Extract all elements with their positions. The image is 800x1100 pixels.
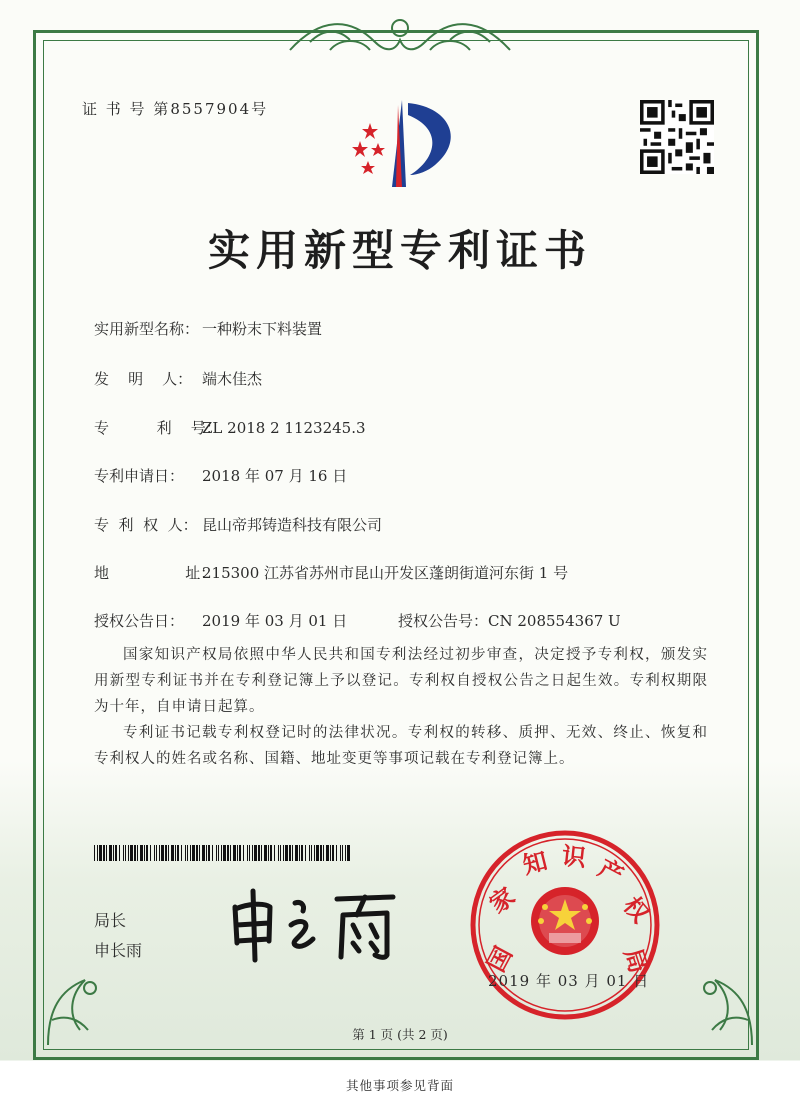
barcode-bar bbox=[301, 845, 303, 861]
barcode-bar bbox=[274, 845, 275, 861]
field-patent-number bbox=[94, 417, 366, 438]
barcode-bar bbox=[305, 845, 306, 861]
barcode-bar bbox=[340, 845, 341, 861]
barcode-bar bbox=[146, 845, 148, 861]
barcode-bar bbox=[206, 845, 207, 861]
barcode-bar bbox=[109, 845, 112, 861]
signatory-name: 申长雨 bbox=[94, 941, 143, 960]
barcode-bar bbox=[156, 845, 157, 861]
field-label: 授权公告号： bbox=[398, 612, 489, 630]
barcode-bar bbox=[175, 845, 176, 861]
barcode-bar bbox=[283, 845, 284, 861]
barcode-bar bbox=[280, 845, 281, 861]
barcode-bar bbox=[258, 845, 260, 861]
barcode-bar bbox=[332, 845, 334, 861]
barcode-bar bbox=[190, 845, 191, 861]
field-value: 215300 江苏省苏州市昆山开发区蓬朗街道河东街 1 号 bbox=[202, 564, 569, 582]
barcode-bar bbox=[218, 845, 219, 861]
barcode-bar bbox=[128, 845, 129, 861]
barcode-bar bbox=[309, 845, 310, 861]
field-value: 端木佳杰 bbox=[202, 370, 263, 388]
certificate-body bbox=[94, 642, 708, 772]
field-label: 地 址： bbox=[94, 564, 216, 582]
barcode-bar bbox=[243, 845, 244, 861]
barcode-bar bbox=[285, 845, 288, 861]
field-label: 发 明 人： bbox=[94, 370, 193, 388]
barcode-icon bbox=[94, 845, 350, 861]
qr-code-icon bbox=[640, 100, 714, 174]
barcode-bar bbox=[237, 845, 238, 861]
certificate-number-value: 8557904 bbox=[170, 100, 252, 118]
barcode-bar bbox=[320, 845, 322, 861]
barcode-bar bbox=[208, 845, 210, 861]
field-value: 昆山帝邦铸造科技有限公司 bbox=[202, 516, 383, 534]
field-label: 实用新型名称： bbox=[94, 320, 200, 338]
barcode-bar bbox=[221, 845, 222, 861]
barcode-bar bbox=[168, 845, 169, 861]
barcode-bar bbox=[278, 845, 279, 861]
barcode-bar bbox=[268, 845, 269, 861]
cnipa-emblem-icon bbox=[340, 95, 470, 195]
field-label: 专 利 号： bbox=[94, 419, 221, 437]
barcode-bar bbox=[230, 845, 231, 861]
field-value: ZL 2018 2 1123245.3 bbox=[202, 419, 366, 437]
field-patentee bbox=[94, 514, 382, 535]
seal-char: 产 bbox=[593, 853, 628, 890]
top-ornament bbox=[280, 12, 520, 58]
seal-char: 家 bbox=[484, 882, 521, 919]
official-seal-icon bbox=[465, 825, 665, 1025]
barcode-bar bbox=[216, 845, 217, 861]
barcode-bar bbox=[295, 845, 298, 861]
certificate-number-prefix: 证 书 号 第 bbox=[82, 100, 171, 118]
barcode-bar bbox=[196, 845, 198, 861]
field-value: 2019 年 03 月 01 日 bbox=[202, 612, 348, 630]
certificate-title: 实用新型专利证书 bbox=[207, 226, 592, 275]
barcode-bar bbox=[187, 845, 188, 861]
barcode-bar bbox=[106, 845, 107, 861]
field-address bbox=[94, 562, 568, 583]
barcode-bar bbox=[140, 845, 143, 861]
barcode-bar bbox=[177, 845, 179, 861]
signatory-role: 局长 bbox=[94, 911, 127, 930]
barcode-bar bbox=[239, 845, 241, 861]
barcode-bar bbox=[311, 845, 312, 861]
barcode-bar bbox=[192, 845, 195, 861]
body-paragraph: 国家知识产权局依照中华人民共和国专利法经过初步审查，决定授予专利权，颁发实用新型专利证书并在专利登记簿上予以登记。专利权自授权公告之日起生效。专利权期限为十年，自申请日起算。 bbox=[94, 647, 708, 715]
barcode-bar bbox=[314, 845, 315, 861]
barcode-bar bbox=[94, 845, 95, 861]
barcode-bar bbox=[165, 845, 167, 861]
barcode-bar bbox=[299, 845, 300, 861]
barcode-bar bbox=[270, 845, 272, 861]
barcode-bar bbox=[223, 845, 226, 861]
barcode-bar bbox=[137, 845, 138, 861]
barcode-bar bbox=[150, 845, 151, 861]
barcode-bar bbox=[233, 845, 236, 861]
barcode-bar bbox=[115, 845, 117, 861]
barcode-bar bbox=[227, 845, 229, 861]
seal-char: 知 bbox=[520, 846, 551, 880]
barcode-bar bbox=[252, 845, 253, 861]
barcode-bar bbox=[261, 845, 262, 861]
barcode-bar bbox=[254, 845, 257, 861]
barcode-bar bbox=[130, 845, 133, 861]
field-grant-date bbox=[94, 610, 347, 631]
certificate-number bbox=[82, 98, 268, 119]
certificate-number-suffix: 号 bbox=[251, 100, 269, 118]
barcode-bar bbox=[185, 845, 186, 861]
seal-char: 权 bbox=[617, 891, 655, 929]
field-announcement-number bbox=[398, 610, 621, 631]
barcode-bar bbox=[125, 845, 126, 861]
barcode-bar bbox=[119, 845, 120, 861]
page-number: 第 1 页 (共 2 页) bbox=[352, 1027, 448, 1042]
barcode-bar bbox=[347, 845, 350, 861]
barcode-bar bbox=[161, 845, 164, 861]
seal-date: 2019 年 03 月 01 日 bbox=[488, 972, 650, 990]
barcode-bar bbox=[247, 845, 248, 861]
barcode-bar bbox=[103, 845, 105, 861]
barcode-bar bbox=[292, 845, 293, 861]
barcode-bar bbox=[342, 845, 343, 861]
barcode-bar bbox=[212, 845, 213, 861]
barcode-bar bbox=[159, 845, 160, 861]
barcode-bar bbox=[345, 845, 346, 861]
barcode-bar bbox=[181, 845, 182, 861]
barcode-bar bbox=[249, 845, 250, 861]
barcode-bar bbox=[330, 845, 331, 861]
field-application-date bbox=[94, 465, 347, 486]
seal-char: 识 bbox=[560, 841, 588, 873]
barcode-bar bbox=[289, 845, 291, 861]
field-label: 专 利 权 人： bbox=[94, 516, 198, 534]
body-paragraph: 专利证书记载专利权登记时的法律状况。专利权的转移、质押、无效、终止、恢复和专利权人的姓名或名称、国籍、地址变更等事项记载在专利登记簿上。 bbox=[94, 725, 708, 767]
barcode-bar bbox=[99, 845, 102, 861]
field-label: 专利申请日： bbox=[94, 467, 185, 485]
field-value: 一种粉末下料装置 bbox=[202, 320, 323, 338]
barcode-bar bbox=[202, 845, 205, 861]
barcode-bar bbox=[113, 845, 114, 861]
field-inventor bbox=[94, 368, 262, 389]
barcode-bar bbox=[171, 845, 174, 861]
footer-note: 其他事项参见背面 bbox=[345, 1078, 454, 1093]
seal-char: 局 bbox=[618, 944, 653, 977]
barcode-bar bbox=[123, 845, 124, 861]
field-utility-model-name bbox=[94, 318, 322, 339]
barcode-bar bbox=[97, 845, 98, 861]
barcode-bar bbox=[199, 845, 200, 861]
handwritten-signature bbox=[225, 885, 405, 965]
barcode-bar bbox=[316, 845, 319, 861]
barcode-bar bbox=[326, 845, 329, 861]
barcode-bar bbox=[154, 845, 155, 861]
field-value: 2018 年 07 月 16 日 bbox=[202, 467, 348, 485]
barcode-bar bbox=[134, 845, 136, 861]
barcode-bar bbox=[336, 845, 337, 861]
field-label: 授权公告日： bbox=[94, 612, 185, 630]
barcode-bar bbox=[264, 845, 267, 861]
barcode-bar bbox=[144, 845, 145, 861]
barcode-bar bbox=[323, 845, 324, 861]
seal-char: 国 bbox=[481, 942, 518, 977]
field-value: CN 208554367 U bbox=[488, 612, 621, 630]
